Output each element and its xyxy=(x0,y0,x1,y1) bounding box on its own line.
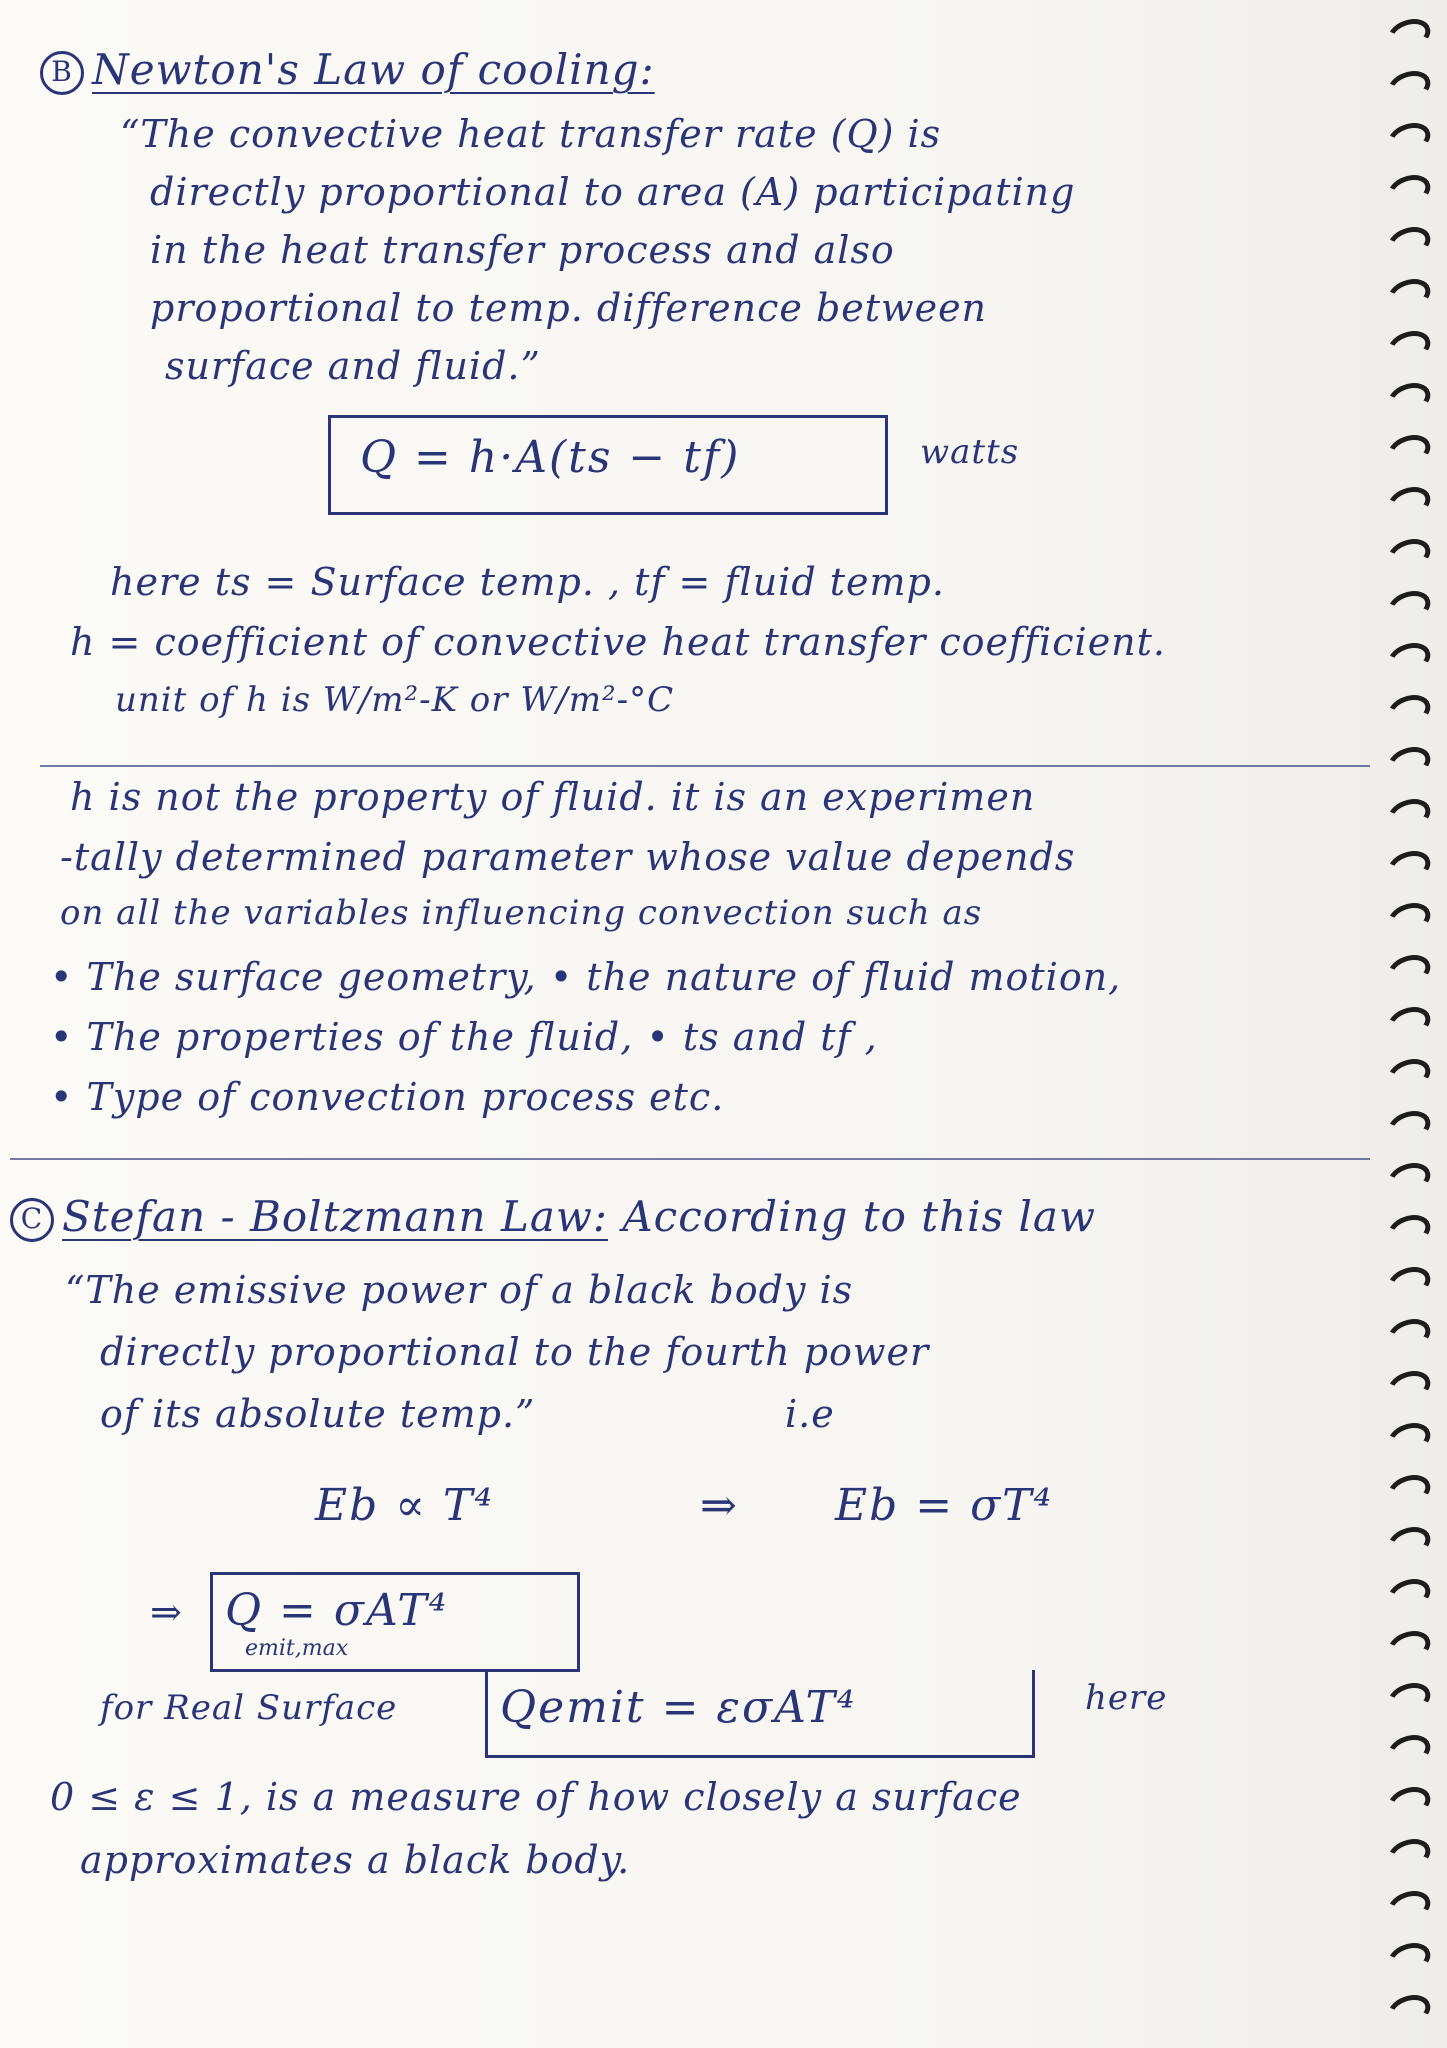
spiral-ring xyxy=(1383,533,1435,576)
section-c-title-tail: According to this law xyxy=(622,1192,1096,1241)
spiral-ring xyxy=(1383,1729,1435,1772)
spiral-ring xyxy=(1383,793,1435,836)
section-b-quote-line-5: surface and fluid.” xyxy=(165,344,541,388)
spiral-ring xyxy=(1383,949,1435,992)
section-c-mark: C xyxy=(10,1198,54,1242)
spiral-ring xyxy=(1383,1781,1435,1824)
eq-proportional: Eb ∝ T⁴ xyxy=(315,1480,495,1531)
spiral-ring xyxy=(1383,1885,1435,1928)
spiral-ring xyxy=(1383,1157,1435,1200)
spiral-ring xyxy=(1383,1365,1435,1408)
note-line-4: • The surface geometry, • the nature of fluid motion, xyxy=(50,955,1122,999)
newton-formula: Q = h·A(ts − tf) xyxy=(360,432,741,483)
spiral-ring xyxy=(1383,429,1435,472)
here-label: here xyxy=(1085,1678,1168,1718)
spiral-binding xyxy=(1357,0,1447,2048)
section-b-quote-line-2: directly proportional to area (A) participating xyxy=(150,170,1076,214)
closing-line-2: approximates a black body. xyxy=(80,1838,631,1882)
spiral-ring xyxy=(1383,1573,1435,1616)
definition-line-3: unit of h is W/m²-K or W/m²-°C xyxy=(115,680,675,720)
spiral-ring xyxy=(1383,1209,1435,1252)
spiral-ring xyxy=(1383,1989,1435,2032)
spiral-ring xyxy=(1383,169,1435,212)
spiral-ring xyxy=(1383,1417,1435,1460)
section-b-heading xyxy=(40,45,655,95)
eq-eb: Eb = σT⁴ xyxy=(835,1480,1054,1531)
spiral-ring xyxy=(1383,1053,1435,1096)
eq-arrow: ⇒ xyxy=(700,1480,739,1531)
spiral-ring xyxy=(1383,1677,1435,1720)
spiral-ring xyxy=(1383,65,1435,108)
spiral-ring xyxy=(1383,1937,1435,1980)
spiral-ring xyxy=(1383,221,1435,264)
separator-1 xyxy=(40,765,1370,767)
definition-line-2: h = coefficient of convective heat transfer coefficient. xyxy=(70,620,1167,664)
black-body-formula: Q = σAT⁴ xyxy=(225,1585,449,1636)
definition-line-1: here ts = Surface temp. , tf = fluid temp. xyxy=(110,560,945,604)
section-b-quote-line-3: in the heat transfer process and also xyxy=(150,228,895,272)
spiral-ring xyxy=(1383,325,1435,368)
spiral-ring xyxy=(1383,845,1435,888)
spiral-ring xyxy=(1383,377,1435,420)
section-b-mark: B xyxy=(40,51,84,95)
real-surface-formula: Qemit = εσAT⁴ xyxy=(500,1682,857,1733)
section-c-heading xyxy=(10,1192,1096,1242)
section-b-quote-line-4: proportional to temp. difference between xyxy=(150,286,988,330)
spiral-ring xyxy=(1383,481,1435,524)
spiral-ring xyxy=(1383,1261,1435,1304)
section-c-quote-line-3: of its absolute temp.” xyxy=(100,1392,536,1436)
spiral-ring xyxy=(1383,117,1435,160)
note-line-5: • The properties of the fluid, • ts and tf , xyxy=(50,1015,878,1059)
spiral-ring xyxy=(1383,13,1435,56)
implies-arrow: ⇒ xyxy=(150,1590,184,1634)
section-c-ie: i.e xyxy=(785,1392,835,1436)
spiral-ring xyxy=(1383,689,1435,732)
spiral-ring xyxy=(1383,1521,1435,1564)
spiral-ring xyxy=(1383,1313,1435,1356)
spiral-ring xyxy=(1383,273,1435,316)
separator-2 xyxy=(10,1158,1370,1160)
note-line-1: h is not the property of fluid. it is an experimen xyxy=(70,775,1036,819)
note-line-6: • Type of convection process etc. xyxy=(50,1075,725,1119)
note-line-3: on all the variables influencing convection such as xyxy=(60,893,983,933)
real-surface-label: for Real Surface xyxy=(100,1688,398,1728)
spiral-ring xyxy=(1383,1001,1435,1044)
spiral-ring xyxy=(1383,741,1435,784)
section-c-quote-line-1: “The emissive power of a black body is xyxy=(65,1268,854,1312)
spiral-ring xyxy=(1383,1105,1435,1148)
spiral-ring xyxy=(1383,1833,1435,1876)
section-b-title: Newton's Law of cooling: xyxy=(92,45,655,94)
newton-formula-unit: watts xyxy=(920,432,1020,472)
spiral-ring xyxy=(1383,1625,1435,1668)
closing-line-1: 0 ≤ ε ≤ 1, is a measure of how closely a surface xyxy=(50,1775,1022,1819)
spiral-ring xyxy=(1383,1469,1435,1512)
section-c-title: Stefan - Boltzmann Law: xyxy=(62,1192,608,1241)
note-line-2: -tally determined parameter whose value depends xyxy=(60,835,1076,879)
spiral-ring xyxy=(1383,637,1435,680)
spiral-ring xyxy=(1383,585,1435,628)
spiral-ring xyxy=(1383,897,1435,940)
section-c-quote-line-2: directly proportional to the fourth power xyxy=(100,1330,930,1374)
section-b-quote-line-1: “The convective heat transfer rate (Q) is xyxy=(120,112,942,156)
black-body-formula-subscript: emit,max xyxy=(245,1636,349,1661)
